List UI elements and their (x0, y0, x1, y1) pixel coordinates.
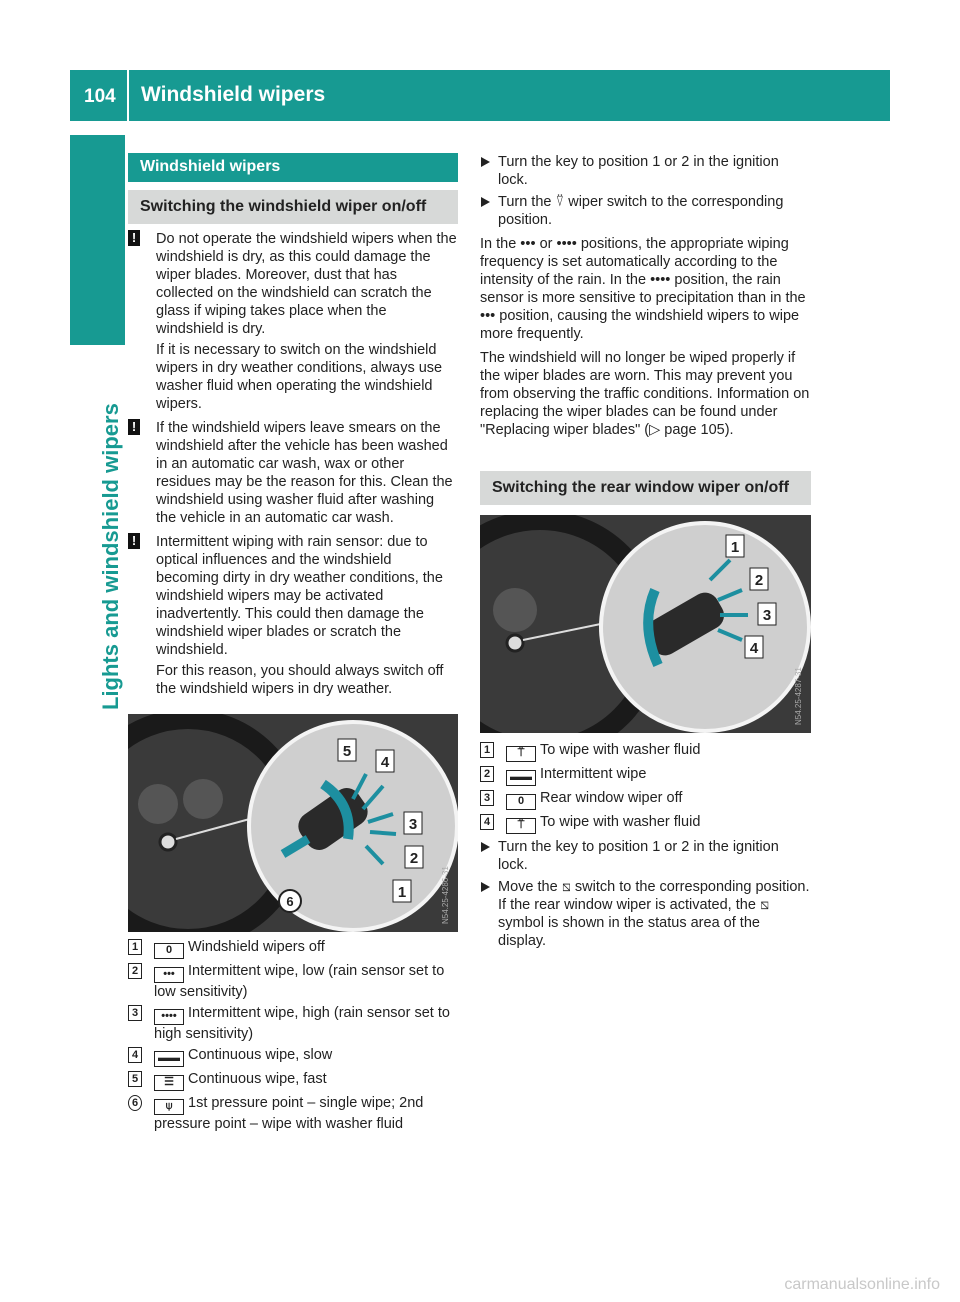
sidebar-chapter-title: Lights and windshield wipers (98, 403, 123, 710)
legend-text: Continuous wipe, slow (188, 1047, 333, 1063)
legend-number: 4 (128, 1047, 142, 1063)
symbol-icon: ▬▬ (154, 1051, 184, 1067)
legend-text: Intermittent wipe, high (rain sensor set to high sensitivity) (154, 1005, 450, 1042)
left-column (128, 153, 458, 1136)
header-title: Windshield wipers (141, 83, 326, 106)
list-item (128, 1094, 458, 1133)
legend-number: 1 (480, 742, 494, 758)
symbol-icon: ▬▬ (506, 770, 536, 786)
svg-text:1: 1 (397, 884, 407, 901)
warning-text: Intermittent wiping with rain sensor: due to optical influences and the windshield becoming dirty in dry weather conditions, the windshield wipers may be activated inadvertently. This could then damage the windshield wiper blades or scratch the windshield. (156, 534, 443, 658)
svg-text:3: 3 (408, 816, 418, 833)
body-paragraph: The windshield will no longer be wiped properly if the wiper blades are worn. This may prevent you from observing the traffic conditions. Information on replacing the wiper blades can be found under "Replacing wiper blades" (▷ page 105). (480, 350, 810, 438)
warning-icon: ! (128, 419, 140, 435)
legend-number: 1 (128, 939, 142, 955)
body-paragraph: In the ••• or •••• positions, the appropriate wiping frequency is set automatically according to the intensity of the rain. In the •••• position, the rain sensor is more sensitive to precipitation than in the ••• position, causing the windshield wipers to wipe more frequently. (480, 236, 806, 342)
symbol-icon: 0 (154, 943, 184, 959)
step-result: If the rear window wiper is activated, the ⧅ symbol is shown in the status area of the display. (498, 897, 770, 949)
figure-code: N54.25-4287-31 (794, 667, 803, 725)
legend-number: 3 (128, 1005, 142, 1021)
instruction-step: Turn the key to position 1 or 2 in the ignition lock. (480, 838, 811, 874)
instruction-step: Move the ⧅ switch to the corresponding position. (480, 878, 811, 896)
legend-number: 2 (480, 766, 494, 782)
legend-text: Rear window wiper off (540, 790, 683, 806)
legend-text: To wipe with washer fluid (540, 742, 701, 758)
warning-note (128, 419, 458, 527)
figure-code: N54.25-4286-31 (441, 866, 450, 924)
list-item (128, 938, 458, 959)
warning-icon: ! (128, 230, 140, 246)
list-item (480, 741, 811, 762)
instruction-step: Turn the key to position 1 or 2 in the ignition lock. (480, 153, 811, 189)
legend-text: Windshield wipers off (188, 939, 325, 955)
svg-text:4: 4 (380, 754, 390, 771)
warning-text: For this reason, you should always switch off the windshield wipers in dry weather. (156, 663, 444, 697)
wiper-switch-figure (128, 714, 458, 932)
subsection-title: Switching the windshield wiper on/off (128, 190, 458, 224)
list-item (480, 789, 811, 810)
header-divider (127, 70, 129, 121)
symbol-icon: ⍡ (506, 746, 536, 762)
subsection-title: Switching the rear window wiper on/off (480, 471, 811, 505)
list-item (128, 1046, 458, 1067)
section-title: Windshield wipers (128, 153, 458, 182)
legend-number: 4 (480, 814, 494, 830)
legend-number: 3 (480, 790, 494, 806)
legend-text: To wipe with washer fluid (540, 814, 701, 830)
symbol-icon: ••• (154, 967, 184, 983)
warning-icon: ! (128, 533, 140, 549)
page-number: 104 (84, 86, 116, 107)
list-item (128, 1070, 458, 1091)
legend-list (480, 741, 811, 834)
legend-text: Intermittent wipe (540, 766, 647, 782)
legend-text: 1st pressure point – single wipe; 2nd pressure point – wipe with washer fluid (154, 1095, 424, 1132)
legend-number: 5 (128, 1071, 142, 1087)
instruction-step: Turn the ⍢ wiper switch to the corresponding position. (480, 193, 811, 229)
rear-wiper-illustration (480, 515, 811, 733)
legend-text: Continuous wipe, fast (188, 1071, 327, 1087)
sidebar-title-area (70, 350, 125, 720)
page-header (70, 70, 890, 121)
legend-number: 6 (128, 1095, 142, 1111)
svg-text:4: 4 (749, 640, 759, 657)
svg-text:6: 6 (286, 894, 294, 909)
svg-text:2: 2 (754, 572, 764, 589)
symbol-icon: ⍡ (506, 818, 536, 834)
symbol-icon: ⍦ (154, 1099, 184, 1115)
wiper-switch-illustration (128, 714, 458, 932)
warning-text: If the windshield wipers leave smears on the windshield after the vehicle has been washed in an automatic car wash, wax or other residues may be the reason for this. Clean the windshield using washer fluid after washing the vehicle in an automatic car wash. (156, 420, 453, 526)
symbol-icon: ☰ (154, 1075, 184, 1091)
legend-list (128, 938, 458, 1133)
list-item (128, 962, 458, 1001)
legend-number: 2 (128, 963, 142, 979)
list-item (128, 1004, 458, 1043)
svg-text:1: 1 (730, 539, 740, 556)
symbol-icon: 0 (506, 794, 536, 810)
svg-text:3: 3 (762, 607, 772, 624)
list-item (480, 813, 811, 834)
sidebar-tab (70, 135, 125, 345)
warning-note (128, 230, 458, 413)
warning-text: If it is necessary to switch on the windshield wipers in dry weather conditions, always use washer fluid when operating the windshield wipers. (156, 342, 443, 412)
legend-text: Intermittent wipe, low (rain sensor set to low sensitivity) (154, 963, 445, 1000)
right-column (480, 153, 811, 950)
warning-text: Do not operate the windshield wipers when the windshield is dry, as this could damage the wiper blades. Moreover, dust that has collected on the windshield can scratch the glass if wiping takes place when the windshield is dry. (156, 231, 457, 337)
watermark: carmanualsonline.info (784, 1276, 940, 1293)
warning-note (128, 533, 458, 698)
svg-text:5: 5 (342, 743, 352, 760)
symbol-icon: •••• (154, 1009, 184, 1025)
svg-text:2: 2 (409, 850, 419, 867)
list-item (480, 765, 811, 786)
rear-wiper-figure (480, 515, 811, 733)
